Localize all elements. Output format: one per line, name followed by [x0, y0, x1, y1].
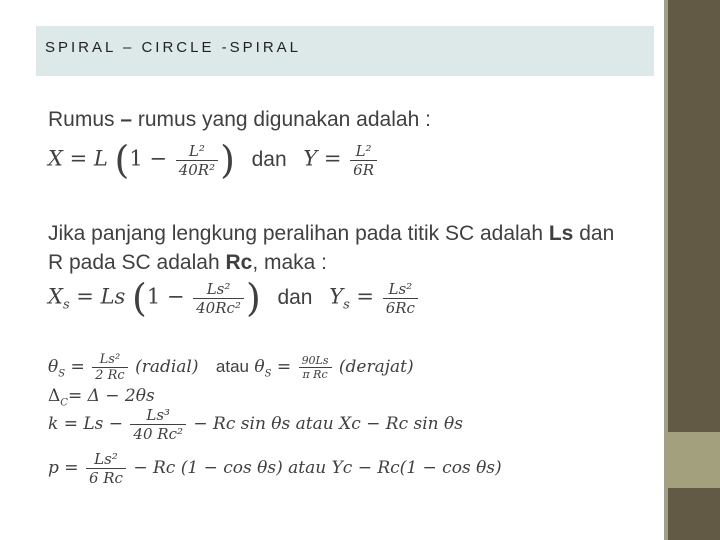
eq2-equals-ls: = Ls [69, 284, 126, 309]
eq5-fraction [130, 406, 186, 443]
eq3-fraction-2-denominator: π Rc [302, 368, 328, 381]
eq3-sub-s: S [58, 368, 66, 380]
paragraph-line-2 [48, 251, 327, 275]
eq2-fraction-1-numerator: Ls² [193, 280, 244, 299]
eq6-rest: − Rc (1 − cos θs) atau Yc − Rc(1 − cos θs) [133, 458, 502, 478]
para-text-2: dan [573, 222, 615, 245]
eq6-fraction-numerator: Ls² [86, 450, 126, 469]
eq3-theta-2: θ [254, 357, 265, 377]
eq5-rest: − Rc sin θs atau Xc − Rc sin θs [193, 414, 463, 434]
eq3-equals: = [65, 357, 85, 377]
eq2-sub-s-2: s [343, 297, 350, 313]
eq5-lhs: k = Ls − [48, 414, 124, 434]
equation-xs-ys [48, 276, 420, 320]
intro-line [48, 108, 431, 132]
eq1-lhs-x: X = L [48, 146, 108, 171]
eq1-one-minus: 1 − [129, 146, 167, 171]
paragraph-line-1 [48, 222, 614, 246]
eq2-one-minus: 1 − [146, 284, 185, 309]
eq3-fraction-1-denominator: 2 Rc [95, 368, 125, 383]
eq3-fraction-2-numerator: 90Ls [299, 354, 332, 368]
eq4-sub-c: C [60, 397, 68, 409]
eq6-fraction [86, 450, 126, 487]
eq1-fraction-1 [176, 142, 218, 179]
eq3-radial: (radial) [135, 357, 199, 377]
para-bold-rc: Rc [225, 251, 253, 274]
eq2-fraction-1-denominator: 40Rc² [196, 298, 241, 317]
para-bold-ls: Ls [548, 222, 574, 245]
title-band [36, 26, 654, 76]
eq3-derajat: (derajat) [338, 357, 414, 377]
eq1-open-paren: ( [114, 138, 130, 182]
eq2-sub-s: s [62, 297, 70, 313]
eq2-fraction-1 [193, 280, 244, 317]
para-text-4: , maka : [252, 251, 328, 274]
eq2-lhs-x: X [48, 284, 63, 309]
eq3-fraction-1 [92, 352, 127, 383]
equation-x-y [48, 138, 379, 182]
para-text-1: Jika panjang lengkung peralihan pada titik SC adalah [48, 222, 549, 245]
eq1-lhs-y: Y = [303, 146, 342, 171]
eq3-equals-2: = [271, 357, 292, 377]
eq2-equals: = [349, 284, 375, 309]
eq1-dan: dan [251, 147, 287, 171]
intro-dash: – [120, 108, 133, 131]
eq2-open-paren: ( [131, 276, 147, 320]
eq1-fraction-2-numerator: L² [350, 142, 377, 161]
intro-text-end: rumus yang digunakan adalah : [132, 108, 431, 131]
eq4-rest: = Δ − 2θs [67, 386, 155, 406]
right-bar-accent-block [668, 432, 720, 488]
eq1-fraction-2 [350, 142, 377, 179]
eq5-fraction-numerator: Ls³ [130, 406, 186, 425]
eq2-fraction-2-denominator: 6Rc [385, 298, 415, 317]
eq2-fraction-2 [383, 280, 418, 317]
eq5-fraction-denominator: 40 Rc² [133, 425, 183, 443]
intro-text-start: Rumus [48, 108, 121, 131]
eq3-fraction-2 [299, 354, 332, 381]
eq2-lhs-y: Y [329, 284, 344, 309]
eq2-fraction-2-numerator: Ls² [383, 280, 418, 299]
equation-theta-s [48, 352, 414, 383]
eq3-fraction-1-numerator: Ls² [92, 352, 127, 368]
eq1-fraction-2-denominator: 6R [353, 160, 375, 179]
eq1-fraction-1-denominator: 40R² [178, 160, 216, 179]
eq2-close-paren: ) [245, 276, 261, 320]
eq6-lhs: p = [48, 458, 79, 478]
eq6-fraction-denominator: 6 Rc [88, 469, 123, 487]
eq3-sub-s-2: S [264, 368, 272, 380]
eq1-close-paren: ) [220, 138, 235, 182]
right-decorative-bar [664, 0, 720, 540]
equation-p [48, 450, 502, 487]
eq1-fraction-1-numerator: L² [176, 142, 218, 161]
eq3-theta: θ [48, 357, 59, 377]
equation-k [48, 406, 463, 443]
slide-title: SPIRAL – CIRCLE -SPIRAL [45, 39, 302, 56]
eq4-delta: Δ [48, 386, 61, 406]
eq2-dan: dan [277, 285, 313, 309]
para-text-3: R pada SC adalah [48, 251, 226, 274]
eq3-atau: atau [215, 357, 249, 376]
